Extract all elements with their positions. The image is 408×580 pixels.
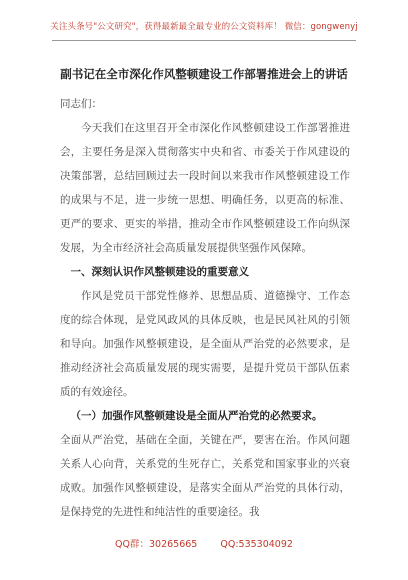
header-divider [52,40,356,41]
header-banner: 关注头条号"公文研究"，获得最新最全最专业的公文资料库！ 微信：gongwenyj [50,22,358,32]
salutation: 同志们： [60,98,102,110]
footer-qq-group: QQ群：30265665 [115,539,198,550]
sub-paragraph-1: 全面从严治党，基础在全面，关键在严，要害在治。作风问题关系人心向背，关系党的生死存亡，关系党和国家事业的兴衰成败。加强作风整顿建设，是落实全面从严治党的具体行动，是保持党的先进性和纯洁性的重要途径。我 [60,434,350,518]
document-body [60,92,350,524]
footer [0,536,408,550]
document-title: 副书记在全市深化作风整顿建设工作部署推进会上的讲话 [60,67,348,81]
section-heading-1: 一、深刻认识作风整顿建设的重要意义 [70,266,249,278]
intro-paragraph: 今天我们在这里召开全市深化作风整顿建设工作部署推进会，主要任务是深入贯彻落实中央和省、市委关于作风建设的决策部署，总结回顾过去一段时间以来我市作风整顿建设工作的成果与不足，进一步统一思想、明确任务，以更高的标准、更严的要求、更实的举措，推动全市作风整顿建设工作向纵深发展，为全市经济社会高质量发展提供坚强作风保障。 [60,122,350,254]
sub-heading-1-text: （一）加强作风整顿建设是全面从严治党的必然要求。 [70,410,323,422]
sub-heading-1 [60,404,350,428]
section-paragraph-1: 作风是党员干部党性修养、思想品质、道德操守、工作态度的综合体现，是党风政风的具体反映，也是民风社风的引领和导向。加强作风整顿建设，是全面从严治党的必然要求，是推动经济社会高质量发展的现实需要，是提升党员干部队伍素质的有效途径。 [60,290,350,398]
footer-qq: QQ:535304092 [220,539,293,550]
